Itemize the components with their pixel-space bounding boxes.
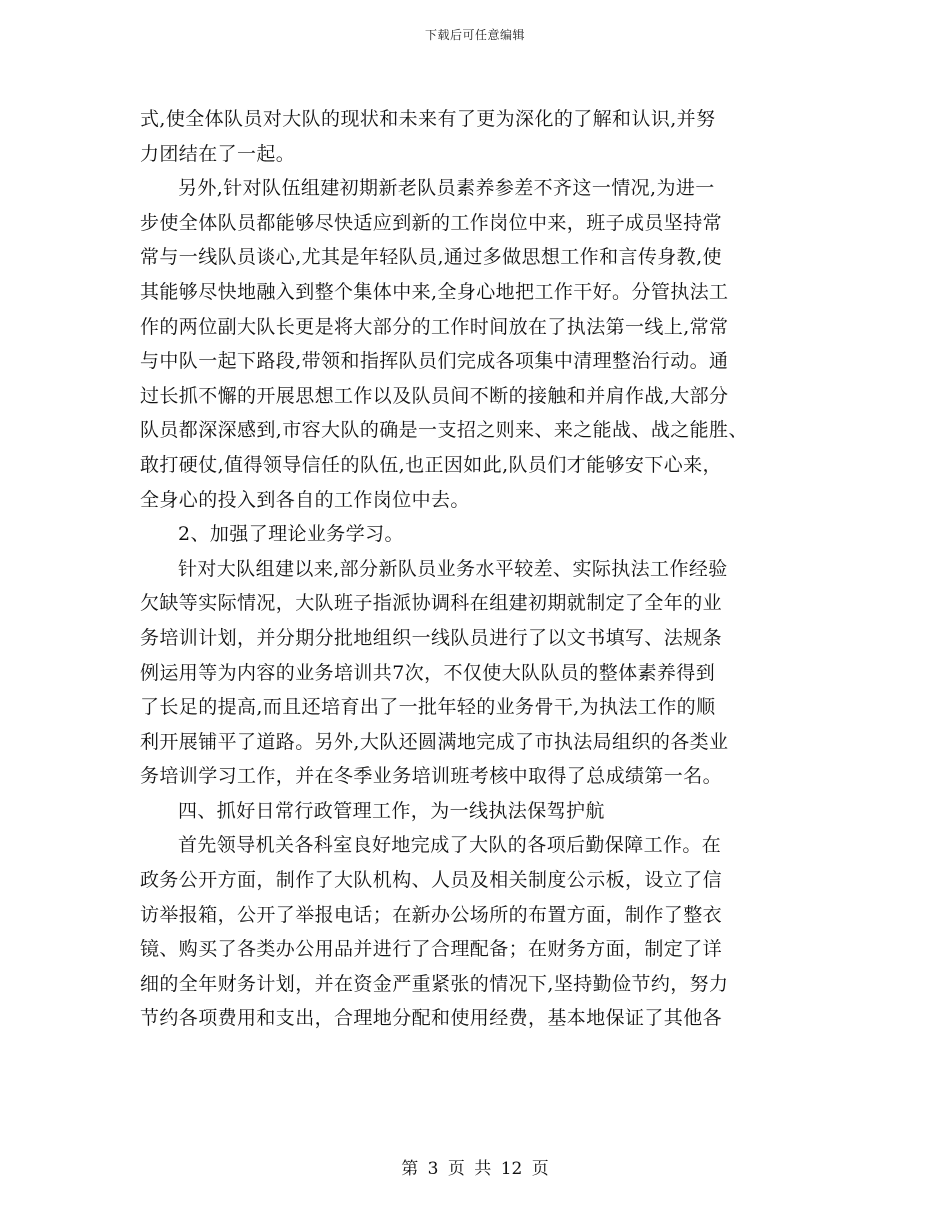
text-line: 力团结在了一起。 bbox=[140, 142, 296, 165]
text-line: 欠缺等实际情况，大队班子指派协调科在组建初期就制定了全年的业 bbox=[140, 592, 723, 615]
text-line: 细的全年财务计划，并在资金严重紧张的情况下,坚持勤俭节约，努力 bbox=[140, 972, 729, 995]
text-line: 敢打硬仗,值得领导信任的队伍,也正因如此,队员们才能够安下心来， bbox=[140, 453, 722, 476]
document-body bbox=[140, 102, 812, 1036]
text-line: 务培训计划，并分期分批地组织一线队员进行了以文书填写、法规条 bbox=[140, 626, 723, 649]
text-line: 队员都深深感到,市容大队的确是一支招之则来、来之能战、战之能胜、 bbox=[140, 419, 748, 442]
text-line: 四、抓好日常行政管理工作，为一线执法保驾护航 bbox=[178, 799, 605, 822]
text-line: 全身心的投入到各自的工作岗位中去。 bbox=[140, 488, 470, 511]
page-footer: 第 3 页 共 12 页 bbox=[401, 1159, 549, 1179]
text-line: 作的两位副大队长更是将大部分的工作时间放在了执法第一线上,常常 bbox=[140, 315, 729, 338]
text-line: 政务公开方面，制作了大队机构、人员及相关制度公示板，设立了信 bbox=[140, 869, 723, 892]
text-line: 其能够尽快地融入到整个集体中来,全身心地把工作干好。分管执法工 bbox=[140, 280, 729, 303]
text-line: 节约各项费用和支出，合理地分配和使用经费，基本地保证了其他各 bbox=[140, 1007, 723, 1030]
text-line: 常与一线队员谈心,尤其是年轻队员,通过多做思想工作和言传身教,使 bbox=[140, 246, 722, 269]
page-header: 下载后可任意编辑 bbox=[424, 28, 525, 42]
text-line: 首先领导机关各科室良好地完成了大队的各项后勤保障工作。在 bbox=[178, 834, 722, 857]
text-line: 过长抓不懈的开展思想工作以及队员间不断的接触和并肩作战,大部分 bbox=[140, 384, 729, 407]
text-line: 与中队一起下路段,带领和指挥队员们完成各项集中清理整治行动。通 bbox=[140, 350, 729, 373]
text-line: 2、加强了理论业务学习。 bbox=[178, 523, 404, 546]
text-line: 访举报箱，公开了举报电话；在新办公场所的布置方面，制作了整衣 bbox=[140, 903, 723, 926]
text-line: 了长足的提高,而且还培育出了一批年轻的业务骨干,为执法工作的顺 bbox=[140, 696, 716, 719]
text-line: 式,使全体队员对大队的现状和未来有了更为深化的了解和认识,并努 bbox=[140, 108, 716, 130]
text-line: 步使全体队员都能够尽快适应到新的工作岗位中来，班子成员坚持常 bbox=[140, 211, 723, 234]
text-line: 镜、购买了各类办公用品并进行了合理配备；在财务方面，制定了详 bbox=[140, 938, 723, 961]
text-line: 另外,针对队伍组建初期新老队员素养参差不齐这一情况,为进一 bbox=[178, 177, 715, 200]
text-line: 务培训学习工作，并在冬季业务培训班考核中取得了总成绩第一名。 bbox=[140, 765, 723, 788]
text-line: 利开展铺平了道路。另外,大队还圆满地完成了市执法局组织的各类业 bbox=[140, 730, 729, 753]
text-line: 针对大队组建以来,部分新队员业务水平较差、实际执法工作经验 bbox=[178, 557, 728, 580]
text-line: 例运用等为内容的业务培训共7次，不仅使大队队员的整体素养得到 bbox=[140, 661, 716, 684]
